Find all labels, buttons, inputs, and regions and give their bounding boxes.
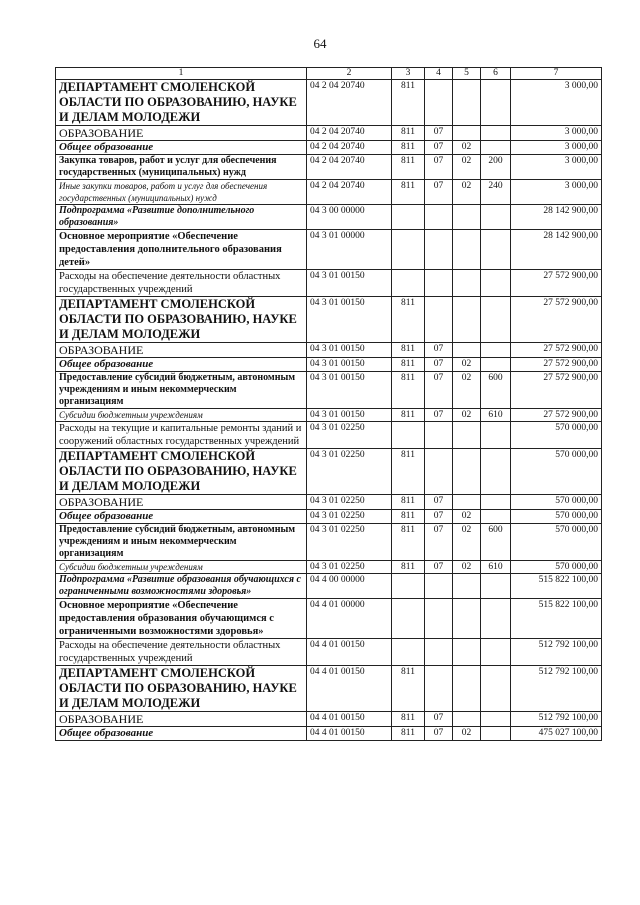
- row-target-code: 04 3 01 00150: [307, 409, 392, 422]
- table-row: [56, 727, 602, 741]
- row-section-code: [425, 422, 453, 449]
- row-name: ДЕПАРТАМЕНТ СМОЛЕНСКОЙ ОБЛАСТИ ПО ОБРАЗОВАНИЮ, НАУКЕ И ДЕЛАМ МОЛОДЕЖИ: [56, 80, 307, 126]
- row-subsection-code: [453, 205, 481, 230]
- row-section-code: 07: [425, 727, 453, 741]
- row-target-code: 04 4 01 00150: [307, 666, 392, 712]
- row-subsection-code: 02: [453, 372, 481, 409]
- header-cell-4: 4: [425, 68, 453, 80]
- row-expense-type: [481, 599, 511, 639]
- row-section-code: [425, 449, 453, 495]
- row-expense-type: [481, 574, 511, 599]
- row-ministry-code: 811: [392, 141, 425, 155]
- row-name: Расходы на обеспечение деятельности областных государственных учреждений: [56, 270, 307, 297]
- row-ministry-code: 811: [392, 666, 425, 712]
- row-subsection-code: [453, 422, 481, 449]
- row-expense-type: [481, 449, 511, 495]
- row-name: Подпрограмма «Развитие образования обучающихся с ограниченными возможностями здоровья»: [56, 574, 307, 599]
- row-name: ОБРАЗОВАНИЕ: [56, 343, 307, 358]
- row-section-code: [425, 639, 453, 666]
- row-amount: 475 027 100,00: [511, 727, 602, 741]
- table-row: [56, 270, 602, 297]
- row-amount: 570 000,00: [511, 422, 602, 449]
- row-target-code: 04 3 01 02250: [307, 422, 392, 449]
- row-expense-type: [481, 270, 511, 297]
- row-ministry-code: 811: [392, 449, 425, 495]
- row-name: ДЕПАРТАМЕНТ СМОЛЕНСКОЙ ОБЛАСТИ ПО ОБРАЗОВАНИЮ, НАУКЕ И ДЕЛАМ МОЛОДЕЖИ: [56, 297, 307, 343]
- row-target-code: 04 4 01 00150: [307, 712, 392, 727]
- row-target-code: 04 4 01 00150: [307, 727, 392, 741]
- row-subsection-code: [453, 449, 481, 495]
- row-amount: 570 000,00: [511, 510, 602, 524]
- row-subsection-code: [453, 343, 481, 358]
- row-ministry-code: 811: [392, 358, 425, 372]
- row-ministry-code: 811: [392, 510, 425, 524]
- row-expense-type: [481, 639, 511, 666]
- row-ministry-code: 811: [392, 495, 425, 510]
- row-target-code: 04 3 00 00000: [307, 205, 392, 230]
- row-name: Предоставление субсидий бюджетным, автономным учреждениям и иным некоммерческим организациям: [56, 372, 307, 409]
- row-amount: 27 572 900,00: [511, 343, 602, 358]
- row-name: Общее образование: [56, 727, 307, 741]
- row-section-code: [425, 270, 453, 297]
- table-row: [56, 297, 602, 343]
- row-ministry-code: 811: [392, 561, 425, 574]
- row-name: Общее образование: [56, 510, 307, 524]
- row-ministry-code: 811: [392, 126, 425, 141]
- row-expense-type: 240: [481, 180, 511, 205]
- row-target-code: 04 3 01 00150: [307, 372, 392, 409]
- row-target-code: 04 2 04 20740: [307, 80, 392, 126]
- row-section-code: 07: [425, 126, 453, 141]
- row-target-code: 04 3 01 00000: [307, 230, 392, 270]
- row-expense-type: [481, 666, 511, 712]
- row-subsection-code: [453, 574, 481, 599]
- row-section-code: [425, 297, 453, 343]
- row-name: ОБРАЗОВАНИЕ: [56, 712, 307, 727]
- table-row: [56, 510, 602, 524]
- table-row: [56, 712, 602, 727]
- row-name: Подпрограмма «Развитие дополнительного образования»: [56, 205, 307, 230]
- row-subsection-code: [453, 495, 481, 510]
- table-row: [56, 574, 602, 599]
- row-amount: 3 000,00: [511, 80, 602, 126]
- row-subsection-code: 02: [453, 155, 481, 180]
- row-name: ДЕПАРТАМЕНТ СМОЛЕНСКОЙ ОБЛАСТИ ПО ОБРАЗОВАНИЮ, НАУКЕ И ДЕЛАМ МОЛОДЕЖИ: [56, 449, 307, 495]
- row-name: Общее образование: [56, 358, 307, 372]
- row-expense-type: [481, 495, 511, 510]
- row-amount: 570 000,00: [511, 449, 602, 495]
- row-target-code: 04 4 01 00150: [307, 639, 392, 666]
- row-section-code: 07: [425, 524, 453, 561]
- row-section-code: [425, 599, 453, 639]
- row-expense-type: [481, 230, 511, 270]
- row-name: Предоставление субсидий бюджетным, автономным учреждениям и иным некоммерческим организациям: [56, 524, 307, 561]
- row-section-code: 07: [425, 409, 453, 422]
- page-number: 64: [313, 36, 327, 51]
- row-subsection-code: 02: [453, 409, 481, 422]
- table-row: [56, 561, 602, 574]
- row-expense-type: [481, 297, 511, 343]
- table-row: [56, 422, 602, 449]
- header-cell-5: 5: [453, 68, 481, 80]
- row-subsection-code: [453, 666, 481, 712]
- row-amount: 27 572 900,00: [511, 297, 602, 343]
- budget-table: [55, 67, 602, 741]
- row-target-code: 04 3 01 02250: [307, 495, 392, 510]
- row-amount: 27 572 900,00: [511, 372, 602, 409]
- row-subsection-code: [453, 712, 481, 727]
- row-name: Расходы на обеспечение деятельности областных государственных учреждений: [56, 639, 307, 666]
- row-target-code: 04 3 01 00150: [307, 358, 392, 372]
- row-ministry-code: 811: [392, 409, 425, 422]
- table-row: [56, 155, 602, 180]
- row-section-code: [425, 574, 453, 599]
- row-amount: 3 000,00: [511, 126, 602, 141]
- row-subsection-code: [453, 126, 481, 141]
- row-ministry-code: 811: [392, 727, 425, 741]
- table-row: [56, 449, 602, 495]
- row-section-code: 07: [425, 358, 453, 372]
- header-cell-3: 3: [392, 68, 425, 80]
- row-target-code: 04 2 04 20740: [307, 126, 392, 141]
- row-expense-type: [481, 727, 511, 741]
- table-row: [56, 141, 602, 155]
- row-name: Общее образование: [56, 141, 307, 155]
- row-target-code: 04 3 01 00150: [307, 270, 392, 297]
- row-section-code: 07: [425, 561, 453, 574]
- row-target-code: 04 2 04 20740: [307, 155, 392, 180]
- table-row: [56, 524, 602, 561]
- row-target-code: 04 4 00 00000: [307, 574, 392, 599]
- table-row: [56, 358, 602, 372]
- row-ministry-code: 811: [392, 180, 425, 205]
- row-name: Субсидии бюджетным учреждениям: [56, 409, 307, 422]
- row-ministry-code: [392, 205, 425, 230]
- row-subsection-code: 02: [453, 561, 481, 574]
- row-subsection-code: [453, 599, 481, 639]
- row-section-code: 07: [425, 141, 453, 155]
- row-expense-type: [481, 358, 511, 372]
- row-amount: 28 142 900,00: [511, 205, 602, 230]
- row-section-code: 07: [425, 155, 453, 180]
- row-section-code: 07: [425, 343, 453, 358]
- row-subsection-code: 02: [453, 180, 481, 205]
- row-expense-type: 610: [481, 561, 511, 574]
- row-subsection-code: 02: [453, 510, 481, 524]
- row-amount: 570 000,00: [511, 524, 602, 561]
- row-subsection-code: 02: [453, 727, 481, 741]
- row-name: Расходы на текущие и капитальные ремонты зданий и сооружений областных государственных учреждений: [56, 422, 307, 449]
- table-row: [56, 372, 602, 409]
- header-cell-2: 2: [307, 68, 392, 80]
- row-target-code: 04 2 04 20740: [307, 141, 392, 155]
- row-section-code: 07: [425, 510, 453, 524]
- table-row: [56, 180, 602, 205]
- row-expense-type: [481, 126, 511, 141]
- row-amount: 570 000,00: [511, 561, 602, 574]
- table-header-row: [56, 68, 602, 80]
- row-section-code: 07: [425, 372, 453, 409]
- row-ministry-code: [392, 599, 425, 639]
- row-target-code: 04 4 01 00000: [307, 599, 392, 639]
- table-row: [56, 343, 602, 358]
- row-expense-type: [481, 205, 511, 230]
- row-section-code: 07: [425, 712, 453, 727]
- table-row: [56, 599, 602, 639]
- row-expense-type: [481, 343, 511, 358]
- row-ministry-code: [392, 574, 425, 599]
- row-section-code: [425, 666, 453, 712]
- row-section-code: [425, 205, 453, 230]
- table-row: [56, 409, 602, 422]
- row-name: Субсидии бюджетным учреждениям: [56, 561, 307, 574]
- table-row: [56, 126, 602, 141]
- row-section-code: [425, 80, 453, 126]
- table-row: [56, 495, 602, 510]
- row-expense-type: [481, 422, 511, 449]
- table-row: [56, 230, 602, 270]
- row-amount: 27 572 900,00: [511, 358, 602, 372]
- row-name: Закупка товаров, работ и услуг для обеспечения государственных (муниципальных) нужд: [56, 155, 307, 180]
- row-amount: 512 792 100,00: [511, 712, 602, 727]
- row-amount: 512 792 100,00: [511, 639, 602, 666]
- header-cell-7: 7: [511, 68, 602, 80]
- row-name: ДЕПАРТАМЕНТ СМОЛЕНСКОЙ ОБЛАСТИ ПО ОБРАЗОВАНИЮ, НАУКЕ И ДЕЛАМ МОЛОДЕЖИ: [56, 666, 307, 712]
- row-amount: 28 142 900,00: [511, 230, 602, 270]
- row-amount: 27 572 900,00: [511, 409, 602, 422]
- row-section-code: 07: [425, 180, 453, 205]
- row-ministry-code: [392, 639, 425, 666]
- row-amount: 515 822 100,00: [511, 574, 602, 599]
- row-expense-type: [481, 712, 511, 727]
- row-subsection-code: [453, 80, 481, 126]
- row-subsection-code: [453, 297, 481, 343]
- table-row: [56, 205, 602, 230]
- row-subsection-code: [453, 230, 481, 270]
- row-amount: 3 000,00: [511, 141, 602, 155]
- row-target-code: 04 2 04 20740: [307, 180, 392, 205]
- header-cell-1: 1: [56, 68, 307, 80]
- row-name: Иные закупки товаров, работ и услуг для обеспечения государственных (муниципальных) нужд: [56, 180, 307, 205]
- table-row: [56, 666, 602, 712]
- row-amount: 3 000,00: [511, 180, 602, 205]
- row-target-code: 04 3 01 00150: [307, 297, 392, 343]
- row-name: Основное мероприятие «Обеспечение предоставления дополнительного образования детей»: [56, 230, 307, 270]
- row-expense-type: [481, 141, 511, 155]
- row-ministry-code: [392, 230, 425, 270]
- row-amount: 3 000,00: [511, 155, 602, 180]
- row-section-code: [425, 230, 453, 270]
- row-section-code: 07: [425, 495, 453, 510]
- row-amount: 512 792 100,00: [511, 666, 602, 712]
- row-target-code: 04 3 01 02250: [307, 449, 392, 495]
- row-ministry-code: 811: [392, 297, 425, 343]
- row-ministry-code: 811: [392, 80, 425, 126]
- row-ministry-code: 811: [392, 343, 425, 358]
- row-target-code: 04 3 01 02250: [307, 510, 392, 524]
- row-expense-type: [481, 510, 511, 524]
- row-ministry-code: 811: [392, 524, 425, 561]
- row-name: Основное мероприятие «Обеспечение предоставления образования обучающимся с ограниченными возможностями здоровья»: [56, 599, 307, 639]
- row-ministry-code: [392, 270, 425, 297]
- row-subsection-code: [453, 270, 481, 297]
- row-subsection-code: 02: [453, 141, 481, 155]
- row-subsection-code: 02: [453, 358, 481, 372]
- row-ministry-code: [392, 422, 425, 449]
- row-amount: 515 822 100,00: [511, 599, 602, 639]
- header-cell-6: 6: [481, 68, 511, 80]
- row-subsection-code: 02: [453, 524, 481, 561]
- table-row: [56, 639, 602, 666]
- row-target-code: 04 3 01 00150: [307, 343, 392, 358]
- row-amount: 27 572 900,00: [511, 270, 602, 297]
- row-expense-type: 600: [481, 524, 511, 561]
- row-expense-type: 200: [481, 155, 511, 180]
- row-ministry-code: 811: [392, 372, 425, 409]
- row-expense-type: [481, 80, 511, 126]
- row-subsection-code: [453, 639, 481, 666]
- row-target-code: 04 3 01 02250: [307, 524, 392, 561]
- row-ministry-code: 811: [392, 712, 425, 727]
- row-expense-type: 610: [481, 409, 511, 422]
- row-amount: 570 000,00: [511, 495, 602, 510]
- row-target-code: 04 3 01 02250: [307, 561, 392, 574]
- row-expense-type: 600: [481, 372, 511, 409]
- table-row: [56, 80, 602, 126]
- row-name: ОБРАЗОВАНИЕ: [56, 126, 307, 141]
- row-ministry-code: 811: [392, 155, 425, 180]
- row-name: ОБРАЗОВАНИЕ: [56, 495, 307, 510]
